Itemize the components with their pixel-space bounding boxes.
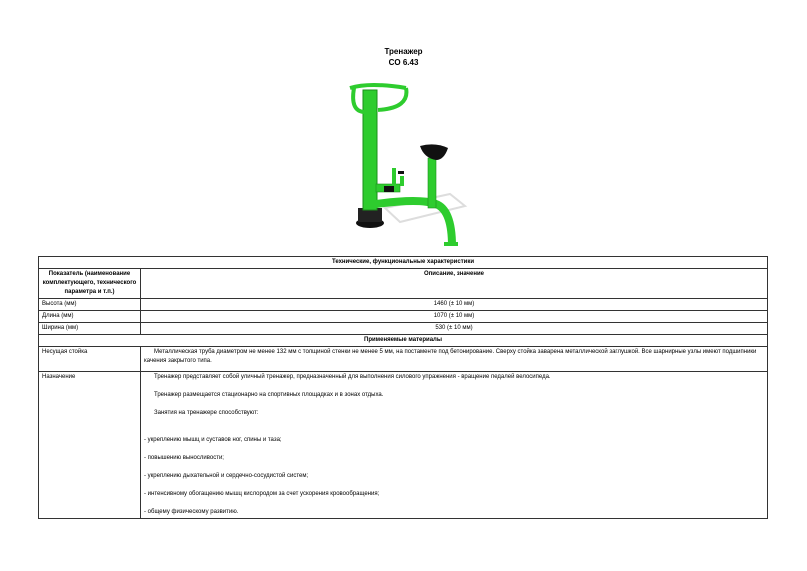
tech-section-title: Технические, функциональные характеристики: [39, 257, 768, 269]
benefit-item: - укреплению мышц и суставов ног, спины и таза;: [144, 437, 282, 443]
table-row: [39, 323, 768, 335]
purpose-paragraph-1: Тренажер представляет собой уличный тренажер, предназначенный для выполнения силового упражнения - вращение педалей велосипеда.: [154, 374, 551, 380]
page-title: Тренажер: [384, 47, 423, 56]
benefit-item: - общему физическому развитию.: [144, 509, 239, 515]
benefit-item: - интенсивному обогащению мышц кислородом за счет ускорения кровообращения;: [144, 491, 380, 497]
materials-section-title: Применяемые материалы: [39, 335, 768, 347]
value-cell: 1460 (± 10 мм): [141, 299, 768, 311]
purpose-paragraph-3: Занятия на тренажере способствуют:: [154, 410, 259, 416]
benefit-item: - укреплению дыхательной и сердечно-сосудистой систем;: [144, 473, 309, 479]
value-column-header: Описание, значение: [141, 269, 768, 299]
param-column-header: Показатель (наименование комплектующего, технического параметра и т.п.): [39, 269, 141, 299]
support-label: Несущая стойка: [39, 347, 141, 372]
benefit-item: - повышению выносливости;: [144, 455, 224, 461]
purpose-paragraph-2: Тренажер размещается стационарно на спортивных площадках и в зонах отдыха.: [154, 392, 384, 398]
param-cell: Длина (мм): [39, 311, 141, 323]
table-row: [39, 299, 768, 311]
value-cell: 530 (± 10 мм): [141, 323, 768, 335]
table-row: [39, 347, 768, 372]
specification-table: [38, 256, 768, 519]
support-description: Металлическая труба диаметром не менее 132 мм с толщиной стенки не менее 5 мм, на постаменте под бетонирование. Сверху стойка заварена металлической заглушкой. Все шарнирные узлы имеют подшипники качения закрытого типа.: [144, 349, 757, 364]
table-row: [39, 311, 768, 323]
param-cell: Высота (мм): [39, 299, 141, 311]
value-cell: 1070 (± 10 мм): [141, 311, 768, 323]
product-code: CO 6.43: [388, 58, 419, 67]
table-row: [39, 372, 768, 519]
exercise-bike-illustration: [340, 76, 470, 256]
param-cell: Ширина (мм): [39, 323, 141, 335]
purpose-label: Назначение: [39, 372, 141, 519]
